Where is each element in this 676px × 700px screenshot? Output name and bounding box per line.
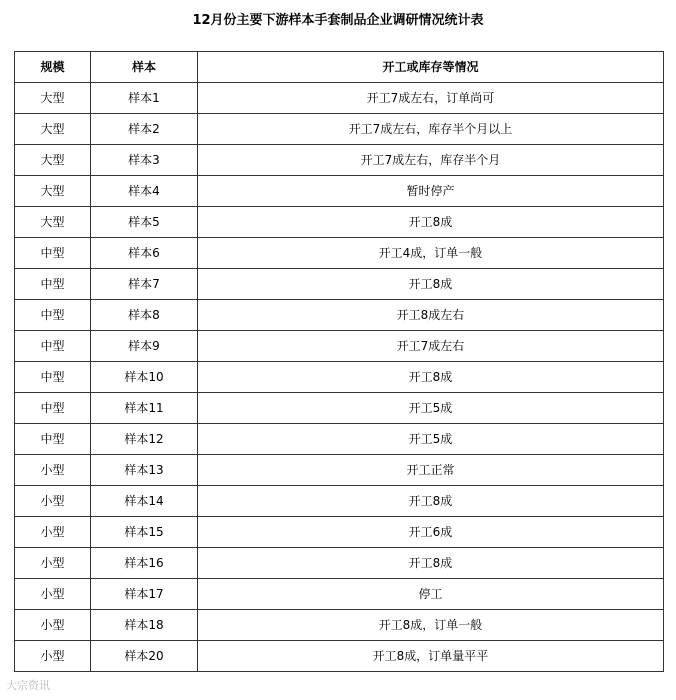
cell-scale: 中型 — [15, 269, 91, 300]
cell-sample: 样本5 — [91, 207, 198, 238]
table-row — [15, 393, 664, 424]
cell-scale: 小型 — [15, 579, 91, 610]
cell-scale: 中型 — [15, 331, 91, 362]
cell-sample: 样本6 — [91, 238, 198, 269]
page-title: 12月份主要下游样本手套制品企业调研情况统计表 — [192, 13, 484, 28]
table-row — [15, 362, 664, 393]
table-row — [15, 641, 664, 672]
table-row — [15, 176, 664, 207]
cell-sample: 样本11 — [91, 393, 198, 424]
cell-sample: 样本17 — [91, 579, 198, 610]
table-row — [15, 238, 664, 269]
table-row — [15, 114, 664, 145]
table-row — [15, 207, 664, 238]
cell-scale: 中型 — [15, 424, 91, 455]
cell-sample: 样本9 — [91, 331, 198, 362]
cell-status: 开工7成左右，库存半个月以上 — [198, 114, 664, 145]
survey-table — [14, 51, 664, 672]
table-row — [15, 579, 664, 610]
cell-status: 开工8成左右 — [198, 300, 664, 331]
cell-sample: 样本4 — [91, 176, 198, 207]
cell-sample: 样本8 — [91, 300, 198, 331]
cell-status: 开工8成 — [198, 207, 664, 238]
cell-status: 开工7成左右，库存半个月 — [198, 145, 664, 176]
table-row — [15, 83, 664, 114]
cell-sample: 样本14 — [91, 486, 198, 517]
table-row — [15, 610, 664, 641]
cell-status: 开工4成，订单一般 — [198, 238, 664, 269]
header-scale: 规模 — [15, 52, 91, 83]
header-sample: 样本 — [91, 52, 198, 83]
cell-scale: 大型 — [15, 114, 91, 145]
table-row — [15, 331, 664, 362]
table-row — [15, 517, 664, 548]
cell-sample: 样本15 — [91, 517, 198, 548]
cell-status: 暂时停产 — [198, 176, 664, 207]
cell-scale: 小型 — [15, 610, 91, 641]
header-status: 开工或库存等情况 — [198, 52, 664, 83]
cell-status: 开工8成，订单量平平 — [198, 641, 664, 672]
cell-status: 开工8成 — [198, 362, 664, 393]
table-body — [15, 83, 664, 672]
cell-scale: 小型 — [15, 486, 91, 517]
cell-status: 开工7成左右，订单尚可 — [198, 83, 664, 114]
table-row — [15, 424, 664, 455]
table-row — [15, 269, 664, 300]
cell-sample: 样本10 — [91, 362, 198, 393]
cell-status: 停工 — [198, 579, 664, 610]
cell-sample: 样本2 — [91, 114, 198, 145]
cell-status: 开工7成左右 — [198, 331, 664, 362]
table-header-row — [15, 52, 664, 83]
cell-scale: 大型 — [15, 207, 91, 238]
table-row — [15, 455, 664, 486]
table-row — [15, 548, 664, 579]
cell-status: 开工5成 — [198, 393, 664, 424]
cell-scale: 小型 — [15, 517, 91, 548]
cell-scale: 大型 — [15, 145, 91, 176]
cell-scale: 中型 — [15, 300, 91, 331]
cell-status: 开工8成 — [198, 486, 664, 517]
cell-status: 开工6成 — [198, 517, 664, 548]
table-row — [15, 486, 664, 517]
cell-status: 开工5成 — [198, 424, 664, 455]
watermark: 大宗资讯 — [6, 679, 50, 692]
cell-sample: 样本13 — [91, 455, 198, 486]
table-row — [15, 300, 664, 331]
table-row — [15, 145, 664, 176]
cell-scale: 中型 — [15, 362, 91, 393]
cell-status: 开工正常 — [198, 455, 664, 486]
cell-scale: 中型 — [15, 238, 91, 269]
cell-sample: 样本1 — [91, 83, 198, 114]
cell-sample: 样本12 — [91, 424, 198, 455]
cell-status: 开工8成 — [198, 269, 664, 300]
cell-sample: 样本20 — [91, 641, 198, 672]
cell-status: 开工8成 — [198, 548, 664, 579]
cell-sample: 样本16 — [91, 548, 198, 579]
cell-scale: 小型 — [15, 548, 91, 579]
cell-scale: 大型 — [15, 83, 91, 114]
cell-scale: 小型 — [15, 455, 91, 486]
cell-sample: 样本3 — [91, 145, 198, 176]
cell-status: 开工8成，订单一般 — [198, 610, 664, 641]
cell-scale: 中型 — [15, 393, 91, 424]
cell-scale: 大型 — [15, 176, 91, 207]
cell-sample: 样本7 — [91, 269, 198, 300]
cell-sample: 样本18 — [91, 610, 198, 641]
cell-scale: 小型 — [15, 641, 91, 672]
